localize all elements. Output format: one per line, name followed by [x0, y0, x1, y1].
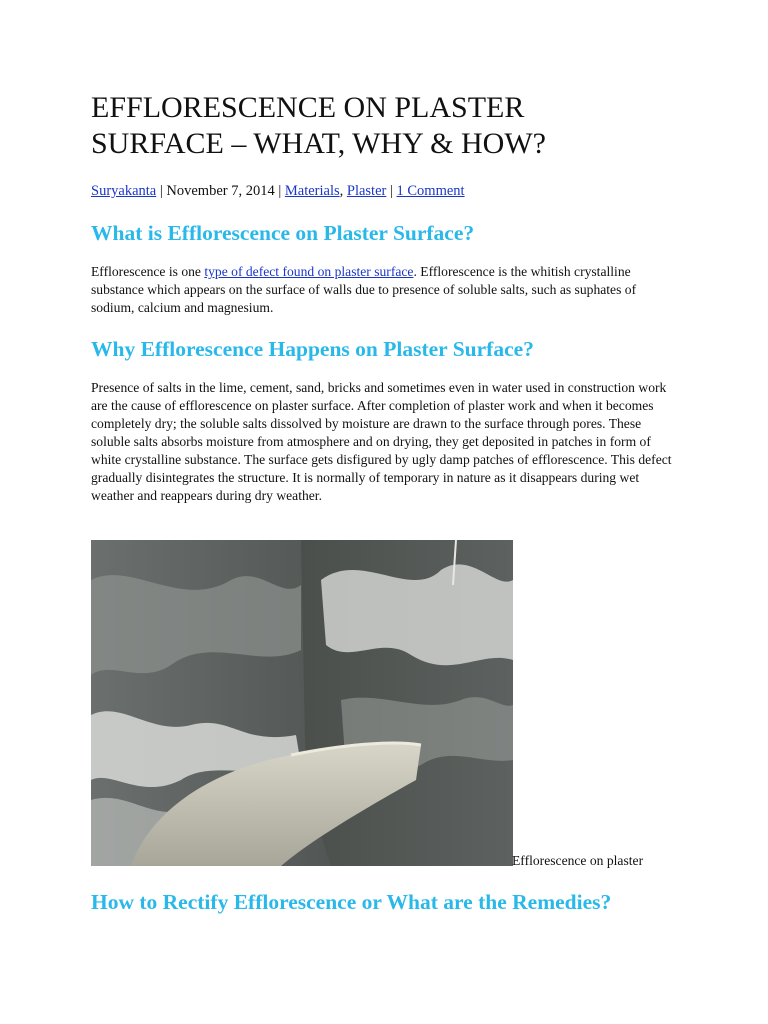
section-paragraph-what [91, 263, 681, 317]
efflorescence-photo [91, 540, 513, 866]
section-heading-how: How to Rectify Efflorescence or What are the Remedies? [91, 890, 612, 914]
post-meta [91, 182, 465, 200]
paragraph-text: Efflorescence is one [91, 264, 205, 279]
defects-link[interactable]: type of defect found on plaster surface [204, 264, 414, 279]
article-title: EFFLORESCENCE ON PLASTER SURFACE – WHAT, WHY & HOW? [91, 91, 546, 160]
category-link-materials[interactable]: Materials [284, 183, 340, 199]
author-link[interactable]: Suryakanta [91, 183, 157, 199]
photo-caption: Efflorescence on plaster [512, 853, 644, 868]
section-heading-what: What is Efflorescence on Plaster Surface? [91, 221, 475, 245]
post-date: November 7, 2014 [166, 183, 275, 199]
meta-separator: | [274, 183, 285, 199]
meta-separator: | [156, 183, 167, 199]
section-paragraph-why: Presence of salts in the lime, cement, sand, bricks and sometimes even in water used in construction work are the cause of efflorescence on plaster surface. After completion of plaster work and when it becomes completely dry; the soluble salts dissolved by moisture are drawn to the surface through pores. These soluble salts absorbs moisture from atmosphere and on drying, they get deposited in patches in form of white crystalline substance. The surface gets disfigured by ugly damp patches of efflorescence. This defect gradually disintegrates the structure. It is normally of temporary in nature as it disappears during wet weather and reappears during dry weather. [91, 380, 672, 503]
paragraph-text: . Efflorescence is the whitish crystalline substance which appears on the surface of walls due to presence of soluble salts, such as suphates of sodium, calcium and magnesium. [91, 264, 637, 315]
meta-separator: | [386, 183, 397, 199]
category-link-plaster[interactable]: Plaster [346, 183, 387, 199]
category-separator: , [339, 183, 347, 199]
section-heading-why: Why Efflorescence Happens on Plaster Surface? [91, 337, 534, 361]
comments-link[interactable]: 1 Comment [396, 183, 465, 199]
